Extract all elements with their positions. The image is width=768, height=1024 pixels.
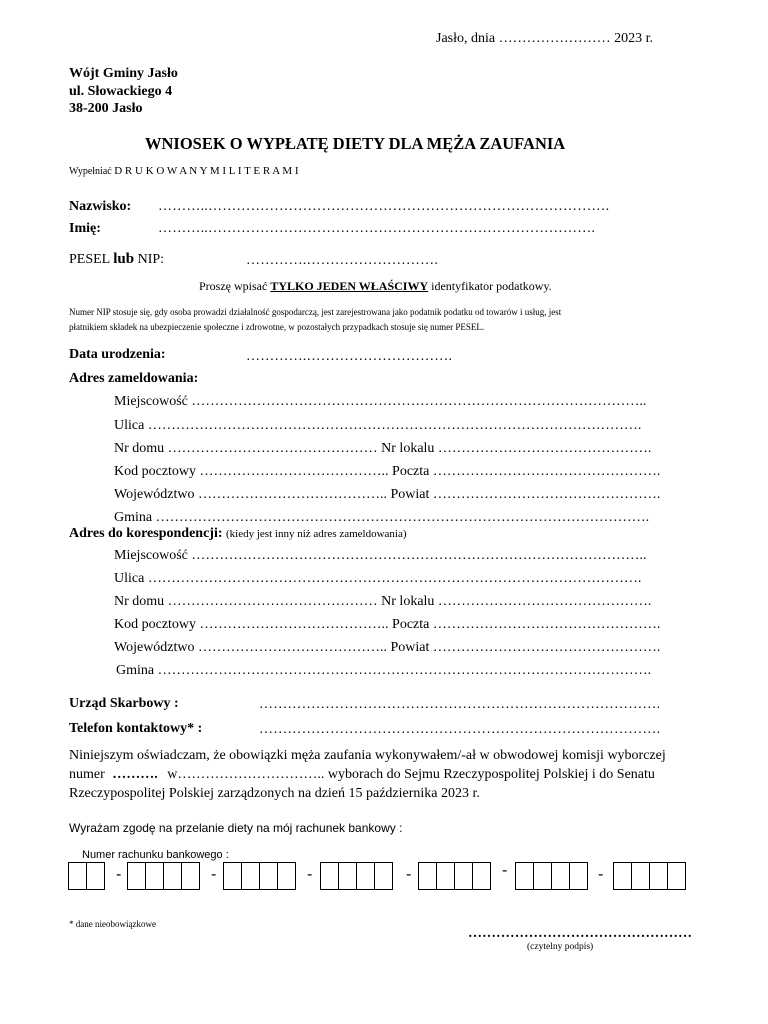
account-number-label: Numer rachunku bankowego :: [82, 849, 229, 861]
pesel-or-label: lub: [113, 251, 135, 267]
account-digit-box[interactable]: [613, 862, 632, 890]
account-digit-box[interactable]: [338, 862, 357, 890]
declaration-line-3: Rzeczypospolitej Polskiej zarządzonych na dzień 15 października 2023 r.: [69, 786, 480, 801]
one-id-note-emphasis: TYLKO JEDEN WŁAŚCIWY: [270, 279, 429, 293]
account-digit-box[interactable]: [472, 862, 491, 890]
surname-label: Nazwisko:: [69, 199, 132, 214]
corr-voivodeship-line[interactable]: Województwo ………………………………….. Powiat ………………………………………….: [114, 640, 661, 655]
nip-note-line-1: Numer NIP stosuje się, gdy osoba prowadzi działalność gospodarczą, jest zarejestrowana jako podatnik podatku od towarów i usług, jest: [69, 307, 562, 317]
corr-postal-line[interactable]: Kod pocztowy ………………………………….. Poczta ………………………………………….: [114, 617, 661, 632]
tax-office-field[interactable]: ………………………………………………………………………….: [259, 697, 661, 712]
account-digit-box[interactable]: [418, 862, 437, 890]
declaration-number-field[interactable]: ……….: [112, 767, 158, 782]
consent-text: Wyrażam zgodę na przelanie diety na mój rachunek bankowy :: [69, 821, 403, 835]
declaration-number-label: numer: [69, 767, 105, 782]
pesel-label: PESEL: [69, 252, 110, 267]
account-digit-box[interactable]: [649, 862, 668, 890]
account-digit-box[interactable]: [320, 862, 339, 890]
account-digit-box[interactable]: [667, 862, 686, 890]
account-separator: -: [211, 866, 217, 883]
account-separator: -: [116, 866, 122, 883]
account-separator: -: [598, 866, 604, 883]
account-digit-box[interactable]: [259, 862, 278, 890]
declaration-line-1: Niniejszym oświadczam, że obowiązki męża zaufania wykonywałem/-ał w obwodowej komisji wyborczej: [69, 748, 666, 763]
address-street-line[interactable]: Ulica …………………………………………………………………………………………….: [114, 418, 642, 433]
recipient-line-1: Wójt Gminy Jasło: [69, 66, 178, 81]
account-digit-box[interactable]: [68, 862, 87, 890]
nip-note-line-2: płatnikiem składek na ubezpieczenie społeczne i zdrowotne, w pozostałych przypadkach stosuje się numer PESEL.: [69, 322, 485, 332]
surname-field[interactable]: ………..………………………………………………………………………….: [158, 199, 610, 214]
pesel-nip-label: [69, 251, 164, 268]
declaration-line-2: [69, 767, 655, 783]
address-voivodeship-line[interactable]: Województwo ………………………………….. Powiat ………………………………………….: [114, 487, 661, 502]
phone-label: Telefon kontaktowy* :: [69, 721, 203, 736]
corr-address-label: Adres do korespondencji:: [69, 526, 223, 541]
account-separator: -: [502, 862, 508, 879]
footnote: * dane nieobowiązkowe: [69, 919, 156, 929]
corr-street-line[interactable]: Ulica …………………………………………………………………………………………….: [114, 571, 642, 586]
corr-house-line[interactable]: Nr domu ……………………………………… Nr lokalu ……………………………………….: [114, 594, 652, 609]
account-digit-box[interactable]: [515, 862, 534, 890]
address-commune-line[interactable]: Gmina …………………………………………………………………………………………….: [114, 510, 650, 525]
nip-label: NIP:: [137, 252, 165, 267]
corr-address-note: (kiedy jest inny niż adres zameldowania): [226, 528, 407, 540]
fill-instruction: [69, 165, 299, 177]
account-digit-box[interactable]: [86, 862, 105, 890]
page-title: WNIOSEK O WYPŁATĘ DIETY DLA MĘŻA ZAUFANIA: [145, 134, 566, 153]
account-digit-box[interactable]: [374, 862, 393, 890]
fill-instruction-caps: D R U K O W A N Y M I L I T E R A M I: [114, 165, 299, 177]
account-digit-box[interactable]: [277, 862, 296, 890]
firstname-label: Imię:: [69, 221, 101, 236]
dob-label: Data urodzenia:: [69, 347, 166, 362]
account-digit-box[interactable]: [241, 862, 260, 890]
account-digit-box[interactable]: [551, 862, 570, 890]
account-digit-box[interactable]: [356, 862, 375, 890]
one-id-note-suffix: identyfikator podatkowy.: [431, 279, 552, 293]
tax-office-label: Urząd Skarbowy :: [69, 696, 179, 711]
corr-address-heading: [69, 526, 407, 542]
signature-line[interactable]: …………………………………………: [468, 926, 692, 941]
recipient-line-2: ul. Słowackiego 4: [69, 84, 173, 99]
recipient-line-3: 38-200 Jasło: [69, 101, 143, 116]
firstname-field[interactable]: ………..……………………………………………………………………….: [158, 221, 596, 236]
account-digit-box[interactable]: [127, 862, 146, 890]
account-digit-box[interactable]: [163, 862, 182, 890]
declaration-line-2-rest: w………………………….. wyborach do Sejmu Rzeczypospolitej Polskiej i do Senatu: [167, 767, 655, 782]
dob-field[interactable]: ………….………………………….: [246, 349, 453, 364]
corr-commune-line[interactable]: Gmina …………………………………………………………………………………………….: [116, 663, 652, 678]
fill-instruction-prefix: Wypełniać: [69, 166, 112, 177]
account-digit-box[interactable]: [223, 862, 242, 890]
address-house-line[interactable]: Nr domu ……………………………………… Nr lokalu ……………………………………….: [114, 441, 652, 456]
account-digit-box[interactable]: [181, 862, 200, 890]
account-digit-box[interactable]: [145, 862, 164, 890]
phone-field[interactable]: ………………………………………………………………………….: [259, 722, 661, 737]
address-label: Adres zameldowania:: [69, 371, 199, 386]
account-digit-box[interactable]: [631, 862, 650, 890]
account-digit-box[interactable]: [454, 862, 473, 890]
one-id-note: [199, 279, 552, 294]
address-city-line[interactable]: Miejscowość ……………………………………………………………………………………..: [114, 394, 647, 409]
pesel-nip-field[interactable]: ………….……………………….: [246, 253, 438, 268]
account-separator: -: [406, 866, 412, 883]
corr-city-line[interactable]: Miejscowość ……………………………………………………………………………………..: [114, 548, 647, 563]
account-separator: -: [307, 866, 313, 883]
place-date: Jasło, dnia …………………… 2023 r.: [436, 31, 653, 46]
account-digit-box[interactable]: [436, 862, 455, 890]
account-digit-box[interactable]: [533, 862, 552, 890]
address-postal-line[interactable]: Kod pocztowy ………………………………….. Poczta ………………………………………….: [114, 464, 661, 479]
signature-caption: (czytelny podpis): [527, 942, 594, 952]
account-digit-box[interactable]: [569, 862, 588, 890]
one-id-note-prefix: Proszę wpisać: [199, 279, 268, 293]
